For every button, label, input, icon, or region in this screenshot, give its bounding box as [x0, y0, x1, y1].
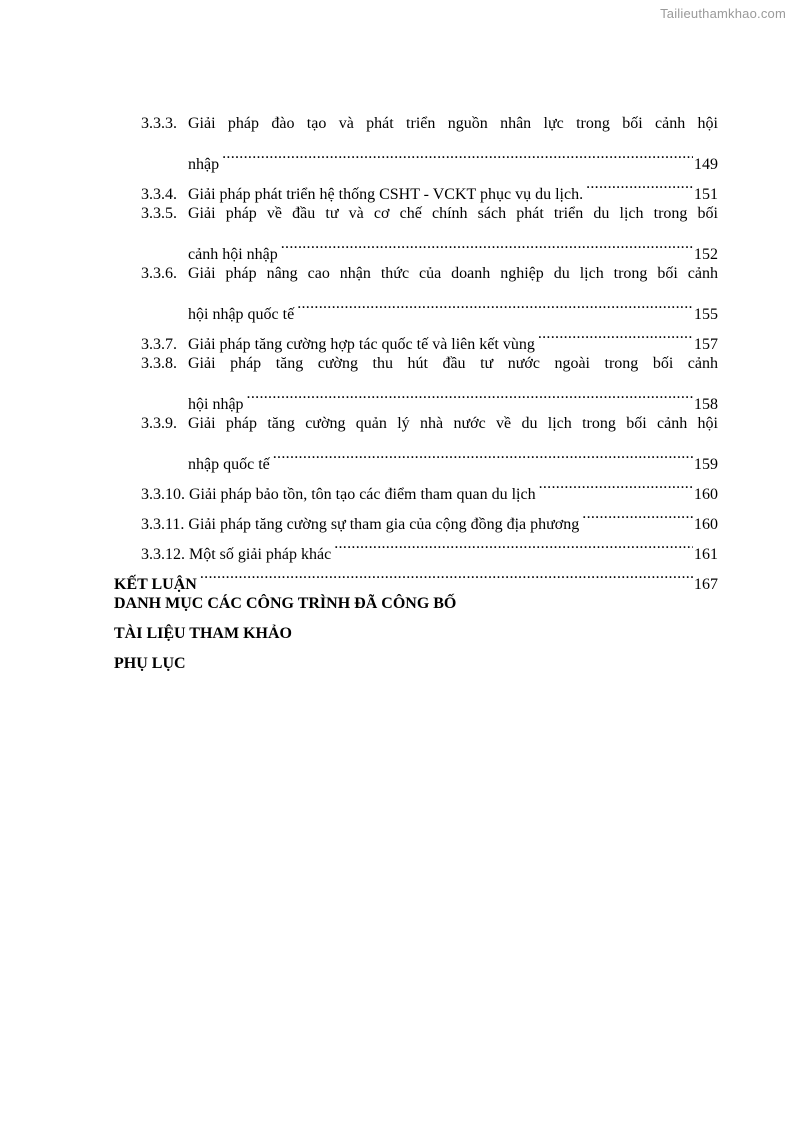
toc-entry-3-3-11[interactable] [141, 499, 718, 533]
toc-entry-title: Giải pháp nâng cao nhận thức của doanh nghiệp du lịch trong bối cảnh [188, 265, 718, 282]
dot-leader [247, 379, 693, 409]
toc-entry-3-3-4[interactable] [141, 169, 718, 203]
toc-page-number: 151 [694, 186, 718, 203]
toc-entry-number: 3.3.6. [141, 265, 177, 282]
toc-entry-title-continued: hội nhập [188, 396, 244, 413]
toc-entry-title: Giải pháp bảo tồn, tôn tạo các điểm tham quan du lịch [189, 486, 536, 503]
toc-entry-number: 3.3.10. [141, 486, 185, 503]
dot-leader [273, 439, 693, 469]
dot-leader [200, 559, 693, 589]
toc-entry-title-continued: hội nhập quốc tế [188, 306, 295, 323]
toc-entry-title-continued: nhập [188, 156, 220, 173]
table-of-contents [0, 109, 794, 679]
toc-page-number: 160 [694, 516, 718, 533]
toc-entry-number: 3.3.7. [141, 336, 177, 353]
dot-leader [334, 529, 693, 559]
toc-entry-3-3-9[interactable] [141, 409, 718, 473]
dot-leader [297, 289, 693, 319]
toc-page-number: 155 [694, 306, 718, 323]
toc-entry-title: Giải pháp phát triển hệ thống CSHT - VCKT phục vụ du lịch. [188, 186, 584, 203]
toc-entry-3-3-5[interactable] [141, 199, 718, 263]
dot-leader [222, 139, 693, 169]
toc-entry-title: Giải pháp tăng cường quản lý nhà nước về du lịch trong bối cảnh hội [188, 415, 718, 432]
toc-entry-number: 3.3.8. [141, 355, 177, 372]
toc-entry-number: 3.3.11. [141, 516, 185, 533]
toc-entry-ket-luan[interactable] [114, 559, 718, 593]
toc-entry-3-3-7[interactable] [141, 319, 718, 353]
dot-leader [538, 319, 693, 349]
toc-entry-number: 3.3.4. [141, 186, 177, 203]
toc-entry-3-3-6[interactable] [141, 259, 718, 323]
toc-entry-3-3-10[interactable] [141, 469, 718, 503]
toc-entry-3-3-12[interactable] [141, 529, 718, 563]
toc-page-number: 149 [694, 156, 718, 173]
toc-page-number: 152 [694, 246, 718, 263]
watermark-text: Tailieuthamkhao.com [660, 6, 786, 21]
toc-page-number: 157 [694, 336, 718, 353]
toc-entry-title-continued: nhập quốc tế [188, 456, 270, 473]
toc-page-number: 160 [694, 486, 718, 503]
toc-entry-title: Giải pháp tăng cường sự tham gia của cộng đồng địa phương [188, 516, 580, 533]
toc-entry-danh-muc-cong-trinh[interactable]: DANH MỤC CÁC CÔNG TRÌNH ĐÃ CÔNG BỐ [114, 595, 457, 612]
toc-entry-title: Một số giải pháp khác [189, 546, 332, 563]
toc-entry-number: 3.3.9. [141, 415, 177, 432]
toc-entry-3-3-3[interactable] [141, 109, 718, 173]
toc-page-number: 159 [694, 456, 718, 473]
toc-entry-3-3-8[interactable] [141, 349, 718, 413]
toc-page-number: 158 [694, 396, 718, 413]
toc-page-number: 167 [694, 576, 718, 593]
toc-page-number: 161 [694, 546, 718, 563]
toc-entry-title: KẾT LUẬN [114, 576, 197, 593]
toc-entry-title: Giải pháp tăng cường hợp tác quốc tế và liên kết vùng [188, 336, 535, 353]
toc-entry-number: 3.3.5. [141, 205, 177, 222]
dot-leader [586, 169, 693, 199]
toc-entry-title: Giải pháp tăng cường thu hút đầu tư nước ngoài trong bối cảnh [188, 355, 718, 372]
toc-entry-number: 3.3.12. [141, 546, 185, 563]
dot-leader [281, 229, 693, 259]
toc-entry-title: Giải pháp đào tạo và phát triển nguồn nhân lực trong bối cảnh hội [188, 115, 718, 132]
toc-entry-phu-luc[interactable]: PHỤ LỤC [114, 655, 186, 672]
toc-entry-title-continued: cảnh hội nhập [188, 246, 278, 263]
toc-entry-number: 3.3.3. [141, 115, 177, 132]
toc-entry-tai-lieu-tham-khao[interactable]: TÀI LIỆU THAM KHẢO [114, 625, 292, 642]
dot-leader [582, 499, 693, 529]
toc-entry-title: Giải pháp về đầu tư và cơ chế chính sách phát triển du lịch trong bối [188, 205, 718, 222]
dot-leader [539, 469, 693, 499]
